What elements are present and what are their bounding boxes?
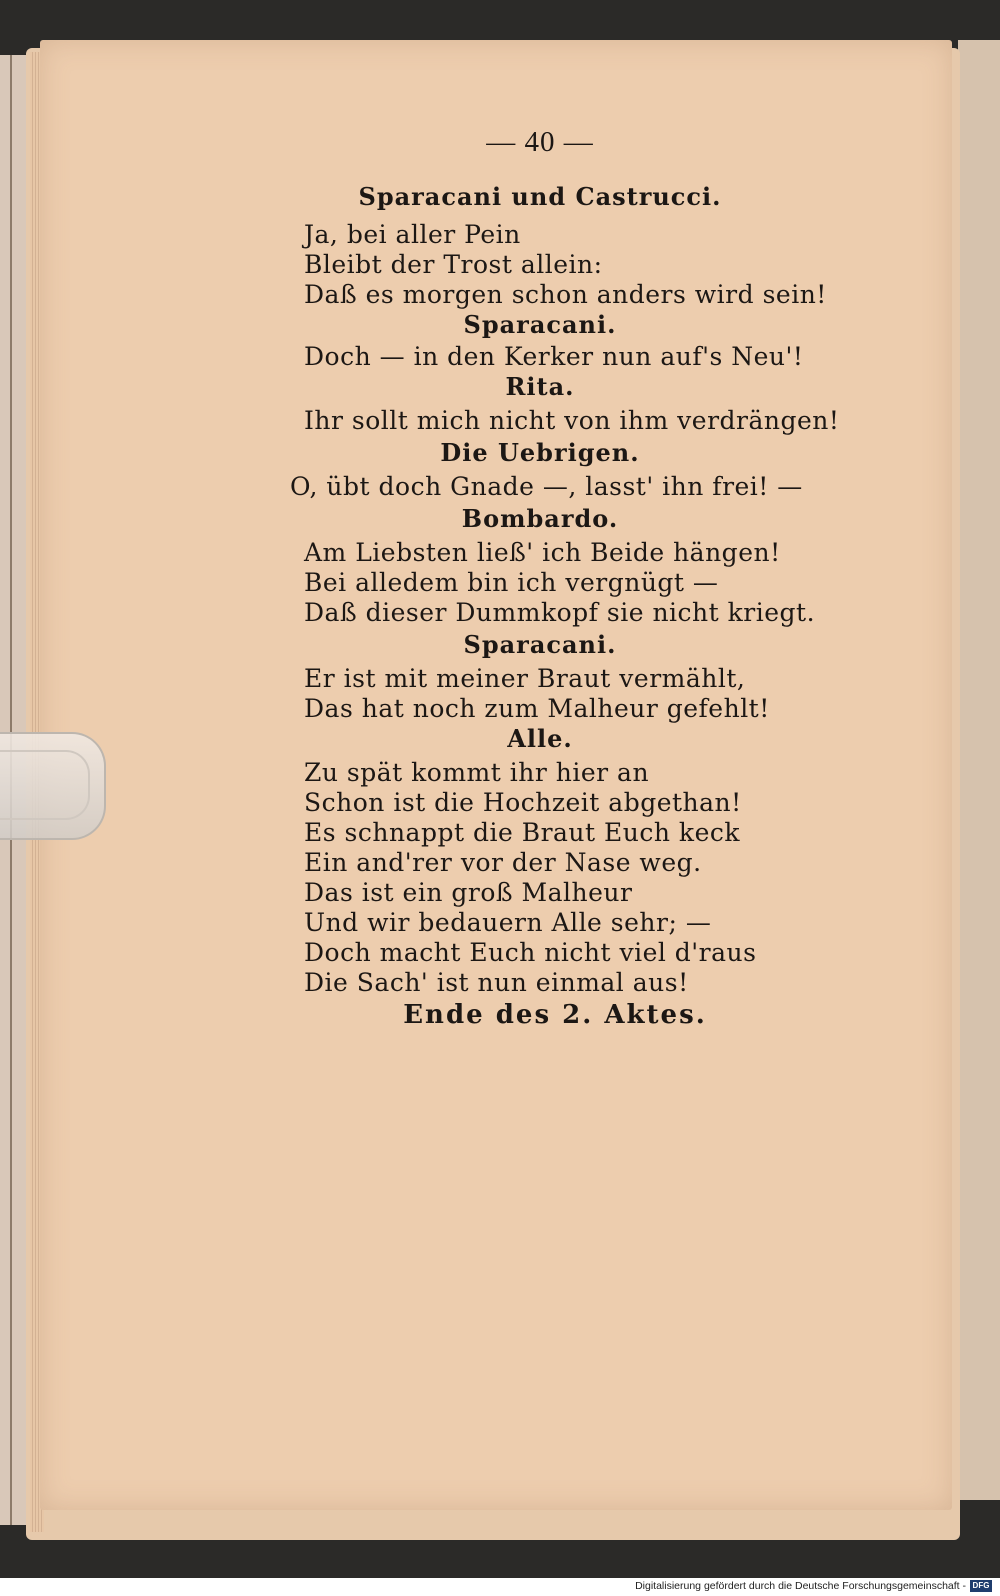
verse-line: Ihr sollt mich nicht von ihm verdrängen!	[304, 406, 840, 435]
page-number: — 40 —	[486, 126, 594, 158]
verse-line: Daß es morgen schon anders wird sein!	[304, 280, 827, 309]
verse-line: Bei alledem bin ich vergnügt —	[304, 568, 719, 597]
verse-line: O, übt doch Gnade —, lasst' ihn frei! —	[290, 472, 803, 501]
page-clip-inner	[0, 750, 90, 820]
verse-line: Und wir bedauern Alle sehr; —	[304, 908, 712, 937]
act-ending: Ende des 2. Aktes.	[403, 1000, 707, 1030]
verse-line: Bleibt der Trost allein:	[304, 250, 603, 279]
speaker-heading: Bombardo.	[461, 504, 619, 533]
verse-line: Doch — in den Kerker nun auf's Neu'!	[304, 342, 804, 371]
footer-credit: Digitalisierung gefördert durch die Deutsche Forschungsgemeinschaft -	[635, 1580, 966, 1592]
book-cover-right	[958, 40, 1000, 1500]
verse-line: Er ist mit meiner Braut vermählt,	[304, 664, 746, 693]
speaker-heading: Rita.	[505, 372, 575, 401]
verse-line: Am Liebsten ließ' ich Beide hängen!	[304, 538, 781, 567]
speaker-heading: Sparacani.	[463, 310, 617, 339]
speaker-heading: Die Uebrigen.	[440, 438, 640, 467]
verse-line: Zu spät kommt ihr hier an	[304, 758, 650, 787]
verse-line: Ein and'rer vor der Nase weg.	[304, 848, 702, 877]
book-page	[40, 40, 952, 1510]
verse-line: Das ist ein groß Malheur	[304, 878, 633, 907]
verse-line: Doch macht Euch nicht viel d'raus	[304, 938, 757, 967]
verse-line: Das hat noch zum Malheur gefehlt!	[304, 694, 770, 723]
verse-line: Schon ist die Hochzeit abgethan!	[304, 788, 742, 817]
speaker-heading: Alle.	[507, 724, 573, 753]
verse-line: Es schnappt die Braut Euch keck	[304, 818, 741, 847]
speaker-heading: Sparacani und Castrucci.	[358, 182, 722, 211]
verse-line: Die Sach' ist nun einmal aus!	[304, 968, 689, 997]
dfg-logo: DFG	[970, 1580, 992, 1592]
verse-line: Daß dieser Dummkopf sie nicht kriegt.	[304, 598, 816, 627]
verse-line: Ja, bei aller Pein	[304, 220, 521, 249]
speaker-heading: Sparacani.	[463, 630, 617, 659]
